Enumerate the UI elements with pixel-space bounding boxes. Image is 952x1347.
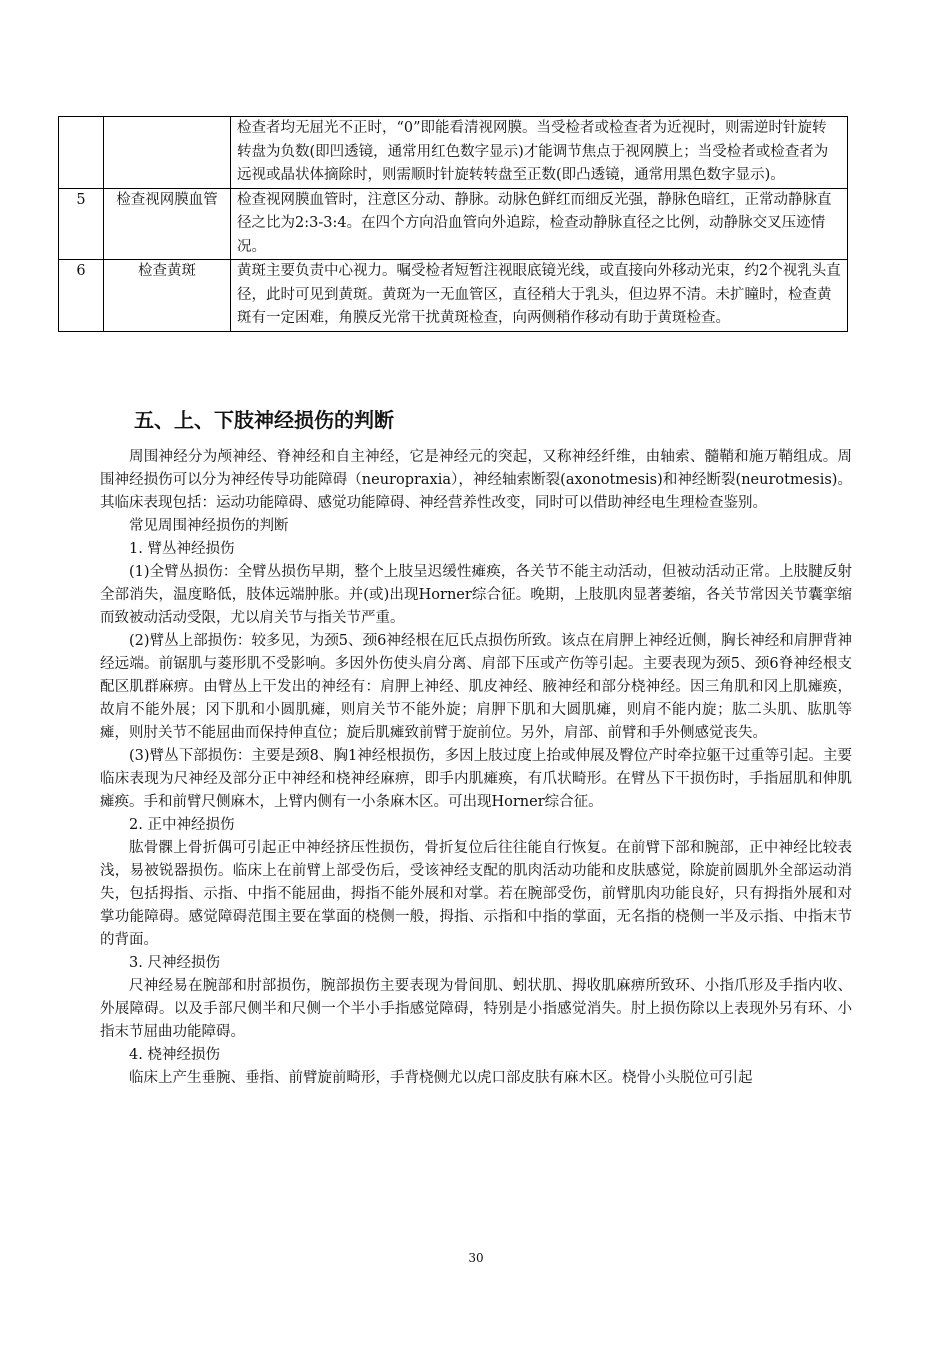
step-item: 检查黄斑 bbox=[104, 260, 231, 332]
step-description: 检查者均无屈光不正时，“0”即能看清视网膜。当受检者或检查者为近视时，则需逆时针旋转转盘为负数(即凹透镜，通常用红色数字显示)才能调节焦点于视网膜上；当受检者或检查者为远视或晶状体摘除时，则需顺时针旋转转盘至正数(即凸透镜，通常用黑色数字显示)。 bbox=[231, 117, 848, 189]
step-item bbox=[104, 117, 231, 189]
paragraph: 临床上产生垂腕、垂指、前臂旋前畸形，手背桡侧尤以虎口部皮肤有麻木区。桡骨小头脱位可引起 bbox=[129, 1070, 753, 1086]
paragraph: 肱骨髁上骨折偶可引起正中神经挤压性损伤，骨折复位后往往能自行恢复。在前臂下部和腕部，正中神经比较表浅，易被锐器损伤。临床上在前臂上部受伤后，受该神经支配的肌肉活动功能和皮肤感觉，除旋前圆肌外全部运动消失，包括拇指、示指、中指不能屈曲，拇指不能外展和对掌。若在腕部受伤，前臂肌肉功能良好，只有拇指外展和对掌功能障碍。感觉障碍范围主要在掌面的桡侧一般，拇指、示指和中指的掌面，无名指的桡侧一半及示指、中指末节的背面。 bbox=[100, 840, 852, 948]
step-number: 5 bbox=[59, 188, 104, 260]
step-number bbox=[59, 117, 104, 189]
paragraph: 周围神经分为颅神经、脊神经和自主神经，它是神经元的突起，又称神经纤维，由轴索、髓鞘和施万鞘组成。周围神经损伤可以分为神经传导功能障碍（neuropraxia），神经轴索断裂(axonotmesis)和神经断裂(neurotmesis)。其临床表现包括：运动功能障碍、感觉功能障碍、神经营养性改变，同时可以借助神经电生理检查鉴别。 bbox=[100, 449, 852, 511]
table-row bbox=[59, 188, 848, 260]
step-number: 6 bbox=[59, 260, 104, 332]
section-heading: 五、上、下肢神经损伤的判断 bbox=[134, 408, 394, 432]
paragraph: (3)臂丛下部损伤：主要是颈8、胸1神经根损伤，多因上肢过度上抬或伸展及臀位产时牵拉躯干过重等引起。主要临床表现为尺神经及部分正中神经和桡神经麻痹，即手内肌瘫痪，有爪状畸形。在臂丛下干损伤时，手指屈肌和伸肌瘫痪。手和前臂尺侧麻木，上臂内侧有一小条麻木区。可出现Horner综合征。 bbox=[100, 748, 852, 810]
subheading: 3. 尺神经损伤 bbox=[129, 955, 220, 971]
table-row bbox=[59, 117, 848, 189]
paragraph: (2)臂丛上部损伤：较多见，为颈5、颈6神经根在厄氏点损伤所致。该点在肩胛上神经近侧，胸长神经和肩胛背神经远端。前锯肌与菱形肌不受影响。多因外伤使头肩分离、肩部下压或产伤等引起。主要表现为颈5、颈6脊神经根支配区肌群麻痹。由臂丛上干发出的神经有：肩胛上神经、肌皮神经、腋神经和部分桡神经。因三角肌和冈上肌瘫痪，故肩不能外展；冈下肌和小圆肌瘫，则肩关节不能外旋；肩胛下肌和大圆肌瘫，则肩不能内旋；肱二头肌、肱肌等瘫，则肘关节不能屈曲而保持伸直位；旋后肌瘫致前臂于旋前位。另外，肩部、前臂和手外侧感觉丧失。 bbox=[100, 633, 852, 741]
subheading: 2. 正中神经损伤 bbox=[129, 817, 235, 833]
paragraph: 尺神经易在腕部和肘部损伤，腕部损伤主要表现为骨间肌、蚓状肌、拇收肌麻痹所致环、小指爪形及手指内收、外展障碍。以及手部尺侧半和尺侧一个半小手指感觉障碍，特别是小指感觉消失。肘上损伤除以上表现外另有环、小指末节屈曲功能障碍。 bbox=[100, 978, 852, 1040]
step-description: 检查视网膜血管时，注意区分动、静脉。动脉色鲜红而细反光强，静脉色暗红，正常动静脉直径之比为2:3-3:4。在四个方向沿血管向外追踪，检查动静脉直径之比例，动静脉交叉压迹情况。 bbox=[231, 188, 848, 260]
page-number: 30 bbox=[468, 1251, 484, 1265]
subheading: 4. 桡神经损伤 bbox=[129, 1047, 220, 1063]
subheading: 1. 臂丛神经损伤 bbox=[129, 541, 235, 557]
table-row bbox=[59, 260, 848, 332]
paragraph: (1)全臂丛损伤：全臂丛损伤早期，整个上肢呈迟缓性瘫痪，各关节不能主动活动，但被动活动正常。上肢腱反射全部消失，温度略低，肢体远端肿胀。并(或)出现Horner综合征。晚期，上肢肌肉显著萎缩，各关节常因关节囊挛缩而致被动活动受限，尤以肩关节与指关节严重。 bbox=[100, 564, 852, 626]
paragraph: 常见周围神经损伤的判断 bbox=[129, 518, 289, 534]
body-text bbox=[100, 446, 852, 1090]
step-description: 黄斑主要负责中心视力。嘱受检者短暂注视眼底镜光线，或直接向外移动光束，约2个视乳头直径，此时可见到黄斑。黄斑为一无血管区，直径稍大于乳头，但边界不清。未扩瞳时，检查黄斑有一定困难，角膜反光常干扰黄斑检查，向两侧稍作移动有助于黄斑检查。 bbox=[231, 260, 848, 332]
exam-steps-table bbox=[58, 116, 848, 332]
step-item: 检查视网膜血管 bbox=[104, 188, 231, 260]
